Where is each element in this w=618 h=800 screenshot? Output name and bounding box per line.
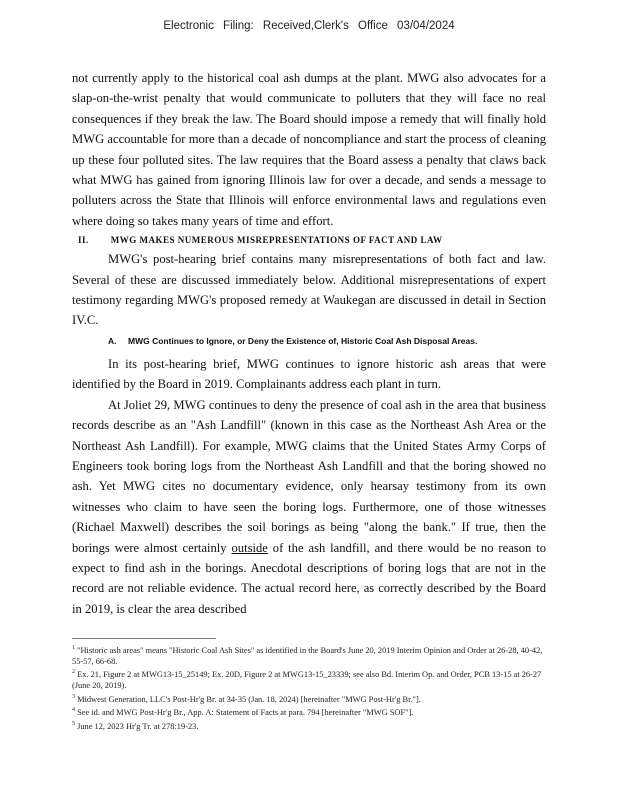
paragraph-4 <box>72 395 546 619</box>
paragraph-4-emphasis: outside <box>231 540 268 555</box>
paragraph-3: In its post-hearing brief, MWG continues to ignore historic ash areas that were identified by the Board in 2019. Complainants address each plant in turn. <box>72 356 546 392</box>
filing-stamp: Electronic Filing: Received,Clerk's Office 03/04/2024 <box>163 20 455 32</box>
section-heading-ii <box>72 231 546 249</box>
subsection-heading-a-number: A. <box>108 335 117 346</box>
section-heading-ii-text: MWG MAKES NUMEROUS MISREPRESENTATIONS OF FACT AND LAW <box>110 235 443 246</box>
footnote: $^1$ "Historic ash areas" means "Historic Coal Ash Sites" as identified in the Board's June 20, 2019 Interim Opinion and Order at 26-28, 40-42, 55-57, 66-68. <box>72 645 543 666</box>
paragraph-4-part-1: At Joliet 29, MWG continues to deny the presence of coal ash in the area that business records describe as an "Ash Landfill" (known in this case as the Northeast Ash Area or the Northeast Ash Landfill). For example, MWG claims that the United States Army Corps of Engineers took boring logs from the Northeast Ash Landfill and that the boring showed no ash. Yet MWG cites no documentary evidence, only hearsay testimony from its own witnesses who claim to have seen the boring logs. Furthermore, one of those witnesses (Richael Maxwell) describes the soil borings as being "along the bank." If true, then the borings were almost certainly <box>72 397 546 555</box>
footnote-divider <box>72 638 216 639</box>
paragraph-4-part-2: of the ash landfill, and there would be no reason to expect to find ash in the borings. Anecdotal descriptions of boring logs that are not in the record are not reliable evidence. The actual record here, as correctly described by the Board in 2019, is clear the area described <box>72 540 546 616</box>
footnote: $^5$ June 12, 2023 Hr'g Tr. at 278:19-23. <box>72 720 199 731</box>
footnote: $^3$ Midwest Generation, LLC's Post-Hr'g Br. at 34-35 (Jan. 18, 2024) [hereinafter "MWG Post-Hr'g Br."]. <box>72 693 421 704</box>
footnote: $^4$ See id. and MWG Post-Hr'g Br., App. A: Statement of Facts at para. 794 [hereinafter "MWG SOF"]. <box>72 707 414 718</box>
section-heading-ii-number: II. <box>78 235 89 246</box>
subsection-heading-a <box>108 335 546 348</box>
paragraph-1: not currently apply to the historical coal ash dumps at the plant. MWG also advocates for a slap-on-the-wrist penalty that would communicate to polluters that they will face no real consequences if they break the law. The Board should impose a remedy that will finally hold MWG accountable for more than a decade of noncompliance and start the process of cleaning up these four polluted sites. The law requires that the Board assess a penalty that claws back what MWG has gained from ignoring Illinois law for over a decade, and sends a message to polluters across the State that Illinois will enforce environmental laws and regulations even where doing so takes many years of time and effort. <box>72 71 546 228</box>
footnotes <box>72 643 546 733</box>
document-body <box>72 68 546 619</box>
paragraph-2: MWG's post-hearing brief contains many misrepresentations of both fact and law. Several of these are discussed immediately below. Additional misrepresentations of expert testimony regarding MWG's proposed remedy at Waukegan are discussed in detail in Section IV.C. <box>72 252 546 328</box>
subsection-heading-a-text: MWG Continues to Ignore, or Deny the Existence of, Historic Coal Ash Disposal Areas. <box>128 335 478 346</box>
footnote: $^2$ Ex. 21, Figure 2 at MWG13-15_25149; Ex. 20D, Figure 2 at MWG13-15_23339; see also Bd. Interim Op. and Order, PCB 13-15 at 26-27 (June 20, 2019). <box>72 669 542 690</box>
